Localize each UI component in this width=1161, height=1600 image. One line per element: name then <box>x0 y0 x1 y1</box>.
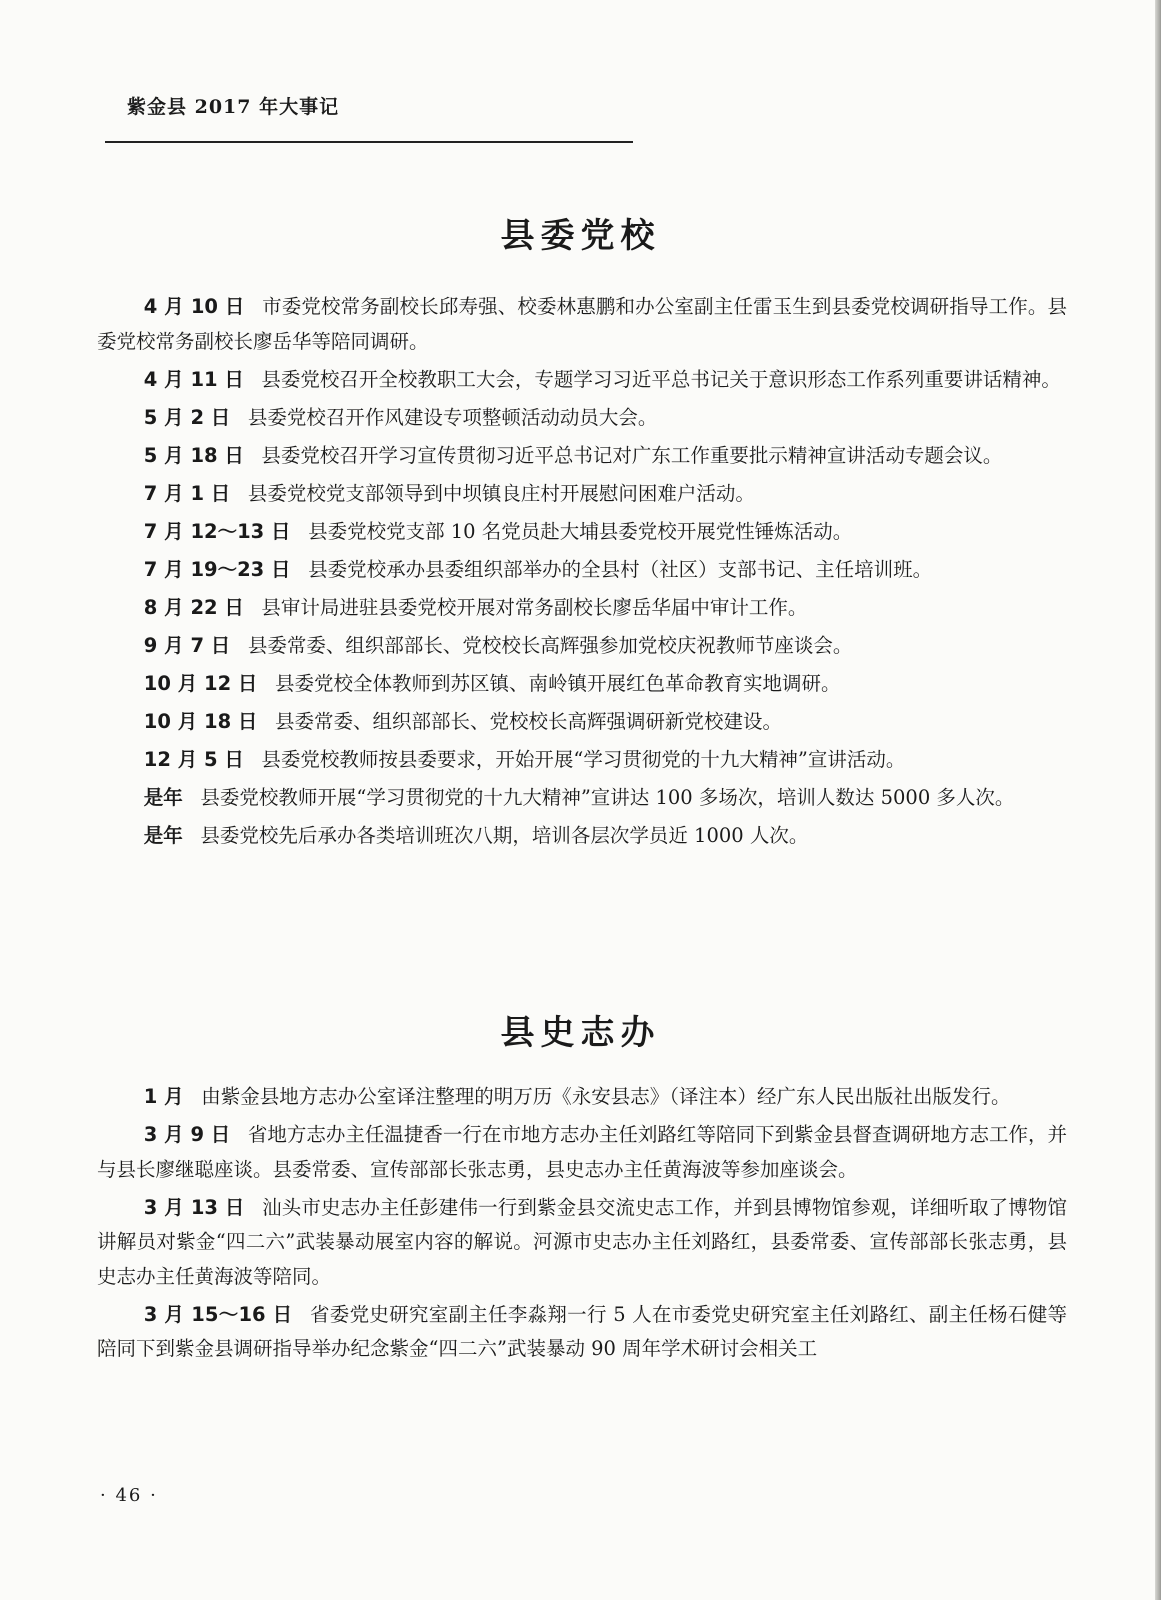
entry-text: 由紫金县地方志办公室译注整理的明万历《永安县志》（译注本）经广东人民出版社出版发行。 <box>201 1085 1011 1108</box>
entry-date: 是年 <box>143 823 183 847</box>
entry <box>97 363 1067 398</box>
entry-text: 县委常委、组织部部长、党校校长高辉强参加党校庆祝教师节座谈会。 <box>247 633 853 657</box>
entry <box>97 705 1067 740</box>
entry <box>97 401 1067 436</box>
entry-text: 汕头市史志办主任彭建伟一行到紫金县交流史志工作，并到县博物馆参观，详细听取了博物馆讲解员对紫金“四二六”武装暴动展室内容的解说。河源市史志办主任刘路红，县委常委、宣传部部长张志勇，县史志办主任黄海波等陪同。 <box>97 1195 1067 1288</box>
entry <box>97 1080 1067 1115</box>
entry-text: 省地方志办主任温捷香一行在市地方志办主任刘路红等陪同下到紫金县督查调研地方志工作，并与县长廖继聪座谈。县委常委、宣传部部长张志勇，县史志办主任黄海波等参加座谈会。 <box>97 1123 1067 1181</box>
page-number: · 46 · <box>100 1485 158 1506</box>
entry-date: 1 月 <box>143 1085 184 1108</box>
entry <box>97 290 1067 359</box>
entry <box>97 515 1067 550</box>
entry-date: 是年 <box>143 785 183 809</box>
entry <box>97 667 1067 702</box>
entry-date: 3 月 15～16 日 <box>143 1302 293 1326</box>
entry <box>97 819 1067 854</box>
entry <box>97 1191 1067 1295</box>
entry-text: 县委党校召开学习宣传贯彻习近平总书记对广东工作重要批示精神宣讲活动专题会议。 <box>261 443 1003 467</box>
entry <box>97 743 1067 778</box>
entry <box>97 477 1067 512</box>
entry <box>97 553 1067 588</box>
entry-date: 7 月 1 日 <box>143 481 231 505</box>
section-title-party-school: 县委党校 <box>500 216 661 256</box>
entry-text: 县委党校召开全校教职工大会，专题学习习近平总书记关于意识形态工作系列重要讲话精神。 <box>261 367 1061 391</box>
entry-text: 县委党校教师按县委要求，开始开展“学习贯彻党的十九大精神”宣讲活动。 <box>261 747 906 771</box>
entry <box>97 1298 1067 1367</box>
entry-date: 5 月 18 日 <box>143 443 244 467</box>
entry <box>97 591 1067 626</box>
header-rule <box>105 141 633 143</box>
entry-text: 县委党校教师开展“学习贯彻党的十九大精神”宣讲达 100 多场次，培训人数达 5000 多人次。 <box>200 785 1015 809</box>
entry-date: 9 月 7 日 <box>143 633 231 657</box>
section-history-office <box>97 1080 1067 1370</box>
entry-date: 4 月 11 日 <box>143 367 244 391</box>
entry-text: 县委党校先后承办各类培训班次八期，培训各层次学员近 1000 人次。 <box>200 823 809 847</box>
entry <box>97 629 1067 664</box>
section-title-history-office: 县史志办 <box>500 1013 661 1053</box>
entry-date: 12 月 5 日 <box>143 747 244 771</box>
entry-text: 市委党校常务副校长邱寿强、校委林惠鹏和办公室副主任雷玉生到县委党校调研指导工作。县委党校常务副校长廖岳华等陪同调研。 <box>97 295 1067 353</box>
entry-text: 县委党校召开作风建设专项整顿活动动员大会。 <box>247 405 658 429</box>
entry-text: 省委党史研究室副主任李淼翔一行 5 人在市委党史研究室主任刘路红、副主任杨石健等陪同下到紫金县调研指导举办纪念紫金“四二六”武装暴动 90 周年学术研讨会相关工 <box>97 1302 1067 1360</box>
section-party-school <box>97 290 1067 857</box>
entry-date: 7 月 12～13 日 <box>143 519 291 543</box>
running-head: 紫金县 2017 年大事记 <box>127 96 340 118</box>
entry-text: 县委常委、组织部部长、党校校长高辉强调研新党校建设。 <box>274 709 782 733</box>
entry-text: 县委党校党支部 10 名党员赴大埔县委党校开展党性锤炼活动。 <box>308 519 853 543</box>
entry <box>97 781 1067 816</box>
entry-date: 3 月 13 日 <box>143 1195 245 1219</box>
entry-date: 3 月 9 日 <box>143 1123 231 1146</box>
entry-date: 10 月 12 日 <box>143 671 258 695</box>
entry-date: 8 月 22 日 <box>143 595 244 619</box>
entry <box>97 1118 1067 1187</box>
entry-date: 4 月 10 日 <box>143 295 245 318</box>
entry <box>97 439 1067 474</box>
entry-text: 县审计局进驻县委党校开展对常务副校长廖岳华届中审计工作。 <box>261 595 808 619</box>
entry-text: 县委党校全体教师到苏区镇、南岭镇开展红色革命教育实地调研。 <box>274 671 841 695</box>
entry-date: 10 月 18 日 <box>143 709 258 733</box>
entry-text: 县委党校党支部领导到中坝镇良庄村开展慰问困难户活动。 <box>247 481 755 505</box>
entry-date: 7 月 19～23 日 <box>143 557 291 581</box>
entry-date: 5 月 2 日 <box>143 405 231 429</box>
entry-text: 县委党校承办县委组织部举办的全县村（社区）支部书记、主任培训班。 <box>308 557 933 581</box>
